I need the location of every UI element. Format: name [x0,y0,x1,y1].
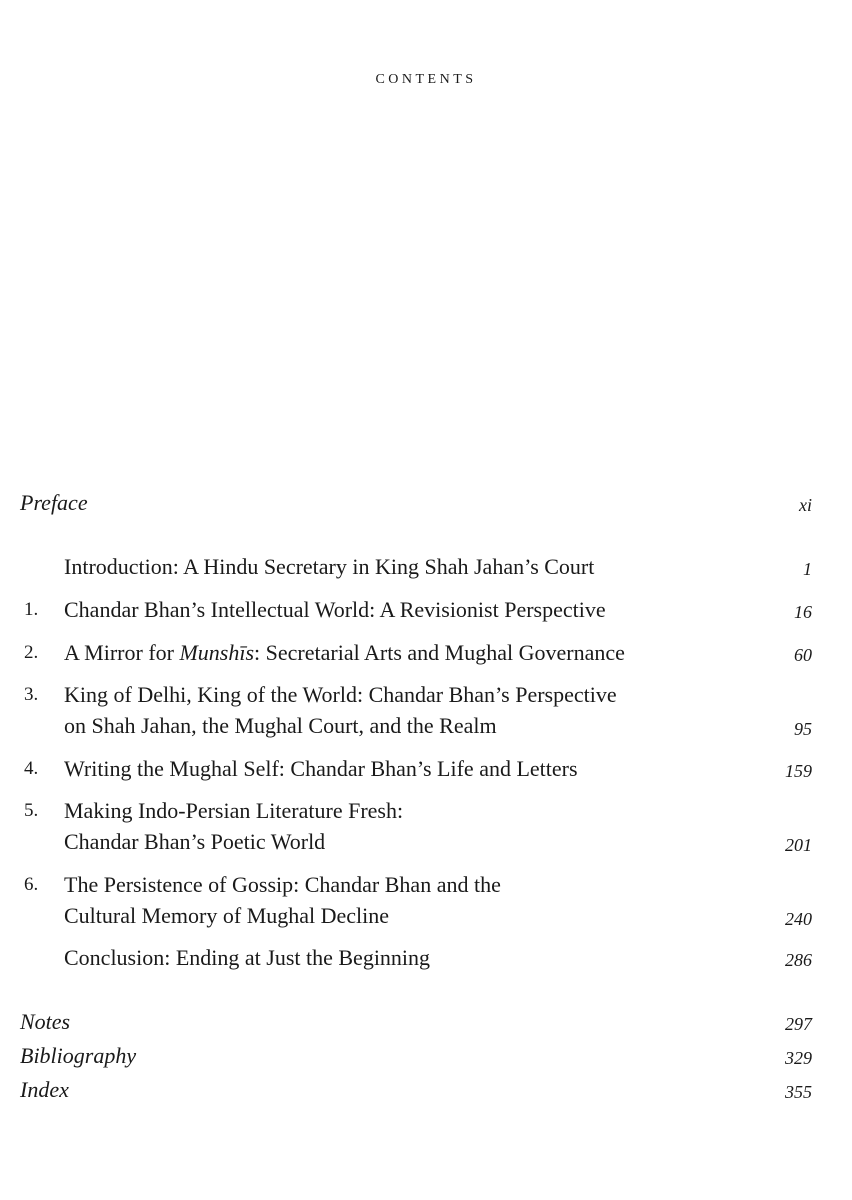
chapter-title-italic: Munshīs [179,640,255,665]
toc-entry-page: 286 [785,950,812,970]
page-title: contents [375,66,477,88]
toc-entry-page: 355 [785,1082,812,1102]
toc-entry-page: 95 [794,719,812,739]
chapter-title-line-2: Cultural Memory of Mughal Decline [64,903,390,928]
chapter-title: Conclusion: Ending at Just the Beginning [64,945,431,970]
chapter-number: 4. [24,758,39,779]
toc-entry-page: 240 [785,909,812,929]
toc-entry-page: 159 [785,761,812,781]
chapter-title-line-2: on Shah Jahan, the Mughal Court, and the Realm [64,713,497,738]
chapter-title-line-1: Making Indo-Persian Literature Fresh: [64,798,404,823]
toc-entry-page: 16 [794,602,812,622]
chapter-title [64,637,724,669]
chapter-title-line-1: King of Delhi, King of the World: Chandar Bhan’s Perspective [64,682,617,707]
chapter-title-prefix: A Mirror for [64,640,180,665]
toc-entry-page: 329 [785,1048,812,1068]
toc-entry-page: 201 [785,835,812,855]
chapter-number: 3. [24,684,39,705]
toc-entry-page: 1 [803,559,812,579]
chapter-title: Chandar Bhan’s Intellectual World: A Revisionist Perspective [64,597,606,622]
chapter-title: Writing the Mughal Self: Chandar Bhan’s Life and Letters [64,756,578,781]
toc-entry-label: Notes [20,1009,71,1034]
chapter-title: Introduction: A Hindu Secretary in King Shah Jahan’s Court [64,554,595,579]
chapter-title-line-2: Chandar Bhan’s Poetic World [64,829,326,854]
toc-entry-page: 297 [785,1014,812,1034]
toc-entry-page: xi [799,495,812,515]
chapter-title-suffix: : Secretarial Arts and Mughal Governance [254,640,625,665]
chapter-number: 5. [24,800,39,821]
chapter-number: 6. [24,874,39,895]
toc-entry-label: Bibliography [20,1043,137,1068]
toc-entry-label: Index [20,1077,69,1102]
chapter-number: 1. [24,599,39,620]
chapter-title-line-1: The Persistence of Gossip: Chandar Bhan and the [64,872,501,897]
toc-entry-page: 60 [794,645,812,665]
toc-entry-label: Preface [20,490,88,515]
chapter-number: 2. [24,642,39,663]
